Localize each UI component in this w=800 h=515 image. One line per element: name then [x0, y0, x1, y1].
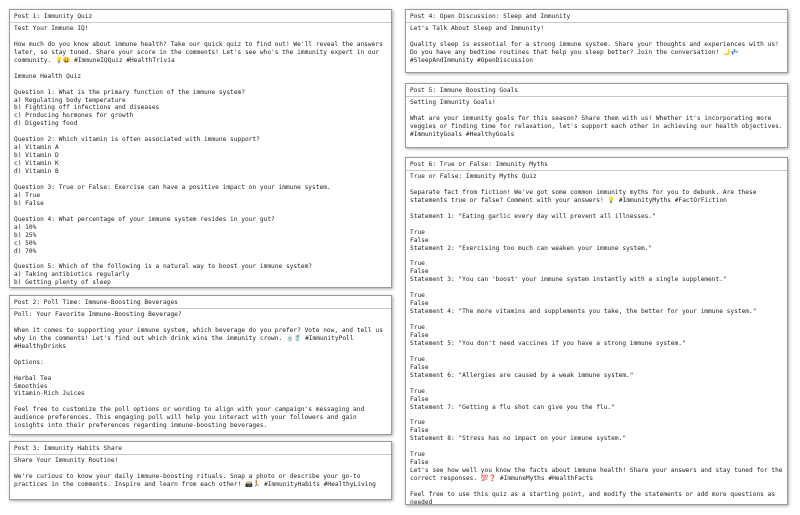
- post-line: True: [410, 324, 425, 332]
- post-line: d) 70%: [14, 247, 37, 255]
- post-line: Herbal Tea: [14, 374, 52, 382]
- post-body: [10, 455, 391, 489]
- post-line: When it comes to supporting your immune system, which beverage do you prefer? Vote now, and tell us why in the comments! Let's find out which drink wins the immunity crown. 🍵🥤 #ImmunityPoll #HealthyDrinks: [14, 326, 387, 350]
- post-line: Feel free to use this quiz as a starting point, and modify the statements or add more questions as needed: [410, 490, 779, 505]
- post-panel-5: [405, 83, 788, 148]
- post-line: b) False: [14, 199, 44, 207]
- post-panel-4: [405, 9, 788, 73]
- post-line: True: [410, 292, 425, 300]
- post-line: [14, 128, 387, 136]
- post-line: Statement 4: "The more vitamins and supplements you take, the better for your immune system.": [410, 308, 757, 316]
- post-header: Post 1: Immunity Quiz: [10, 10, 391, 23]
- post-line: Options:: [14, 358, 44, 366]
- post-line: [410, 380, 783, 388]
- post-line: Question 1: What is the primary function of the immune system?: [14, 88, 245, 96]
- post-line: Test Your Immune IQ!: [14, 25, 89, 32]
- post-line: b) Getting plenty of sleep: [14, 279, 111, 287]
- post-line: True: [410, 355, 425, 363]
- post-header: Post 3: Immunity Habits Share: [10, 442, 391, 455]
- post-line: [410, 483, 783, 491]
- post-line: [14, 33, 387, 41]
- post-line: Separate fact from fiction! We've got some common immunity myths for you to debunk. Are these statements true or false? Comment with your answers! 💡 #ImmunityMyths #FactOrFiction: [410, 188, 761, 204]
- post-line: a) 10%: [14, 223, 37, 231]
- post-body: [10, 23, 391, 287]
- post-line: [14, 81, 387, 89]
- post-body: [10, 309, 391, 430]
- post-line: b) Vitamin D: [14, 152, 59, 160]
- post-line: [410, 221, 783, 229]
- post-line: False: [410, 236, 429, 244]
- post-line: c) Vitamin K: [14, 160, 59, 168]
- post-line: False: [410, 427, 429, 435]
- post-line: [410, 411, 783, 419]
- post-body: [406, 23, 787, 65]
- post-line: [14, 65, 387, 73]
- post-line: [14, 398, 387, 406]
- post-line: c) Producing hormones for growth: [14, 112, 134, 120]
- post-line: b) Fighting off infections and diseases: [14, 104, 160, 112]
- post-line: [410, 316, 783, 324]
- post-line: Question 5: Which of the following is a natural way to boost your immune system?: [14, 263, 313, 271]
- post-line: [14, 465, 387, 473]
- post-line: Immune Health Quiz: [14, 72, 82, 80]
- post-line: c) 50%: [14, 239, 37, 247]
- post-line: a) Regulating body temperature: [14, 96, 126, 104]
- post-header: Post 4: Open Discussion: Sleep and Immunity: [406, 10, 787, 23]
- post-line: What are your immunity goals for this season? Share them with us! Whether it's incorporating more veggies or finding time for relaxation, let's support each other in achieving our health objectives. #ImmunityGoals #HealthyGoals: [410, 114, 787, 138]
- post-panel-1: [9, 9, 392, 288]
- post-line: [410, 348, 783, 356]
- post-line: Vitamin-Rich Juices: [14, 390, 85, 398]
- post-line: Question 2: Which vitamin is often associated with immune support?: [14, 136, 260, 144]
- post-line: Quality sleep is essential for a strong immune system. Share your thoughts and experiences with us! Do you have any bedtime routines that help you sleep better? Join the conversation! 🌙💤 #SleepAndImmunity #OpenDiscussion: [410, 40, 783, 64]
- post-line: [14, 367, 387, 375]
- post-line: Statement 7: "Getting a flu shot can give you the flu.": [410, 403, 615, 411]
- post-line: [410, 443, 783, 451]
- post-line: Statement 5: "You don't need vaccines if you have a strong immune system.": [410, 339, 686, 347]
- post-line: False: [410, 395, 429, 403]
- post-line: b) 25%: [14, 231, 37, 239]
- post-line: True or False: Immunity Myths Quiz: [410, 173, 537, 180]
- post-line: How much do you know about immune health? Take our quick quiz to find out! We'll reveal the answers later, so stay tuned. Share your score in the comments! Let's see who's the immunity expert in our community. 💡😀 #ImmuneIQQuiz #HealthTrivia: [14, 40, 387, 64]
- post-body: [406, 97, 787, 139]
- post-line: [410, 252, 783, 260]
- post-line: [410, 107, 783, 115]
- post-line: False: [410, 268, 429, 276]
- post-line: True: [410, 451, 425, 459]
- post-line: True: [410, 419, 425, 427]
- post-line: False: [410, 459, 429, 467]
- post-line: False: [410, 331, 429, 339]
- post-line: [14, 256, 387, 264]
- post-line: True: [410, 387, 425, 395]
- post-panel-3: [9, 441, 392, 500]
- post-line: [410, 284, 783, 292]
- post-line: Feel free to customize the poll options or wording to align with your campaign's messaging and audience preferences. This engaging poll will help you interact with your followers and gain insights into their preferences regarding immune-boosting beverages.: [14, 406, 368, 430]
- post-header: Post 2: Poll Time: Immune-Boosting Beverages: [10, 296, 391, 309]
- post-panel-2: [9, 295, 392, 435]
- post-line: d) Digesting food: [14, 120, 78, 128]
- post-line: [410, 33, 783, 41]
- post-line: Statement 3: "You can 'boost' your immune system instantly with a single supplement.": [410, 276, 727, 284]
- post-panel-6: [405, 157, 788, 505]
- post-line: Share Your Immunity Routine!: [14, 457, 119, 464]
- post-line: False: [410, 363, 429, 371]
- post-line: a) True: [14, 191, 41, 199]
- post-line: Statement 6: "Allergies are caused by a weak immune system.": [410, 371, 634, 379]
- post-line: Smoothies: [14, 382, 48, 390]
- post-line: True: [410, 260, 425, 268]
- post-line: Poll: Your Favorite Immune-Boosting Beverage?: [14, 311, 182, 318]
- post-line: [410, 205, 783, 213]
- post-line: [14, 319, 387, 327]
- post-line: Let's see how well you know the facts about immune health! Share your answers and stay tuned for the correct responses. 💯❓ #ImmuneMyths #HealthFacts: [410, 467, 787, 483]
- post-line: d) Vitamin B: [14, 168, 59, 176]
- post-line: Let's Talk About Sleep and Immunity!: [410, 25, 545, 32]
- post-line: Setting Immunity Goals!: [410, 99, 496, 106]
- post-line: True: [410, 228, 425, 236]
- post-line: a) Vitamin A: [14, 144, 59, 152]
- post-header: Post 5: Immune Boosting Goals: [406, 84, 787, 97]
- post-line: Question 4: What percentage of your immune system resides in your gut?: [14, 215, 275, 223]
- post-line: Statement 8: "Stress has no impact on your immune system.": [410, 435, 627, 443]
- post-line: a) Taking antibiotics regularly: [14, 271, 130, 279]
- post-header: Post 6: True or False: Immunity Myths: [406, 158, 787, 171]
- post-line: False: [410, 300, 429, 308]
- post-line: [410, 181, 783, 189]
- post-line: [14, 208, 387, 216]
- post-line: Question 3: True or False: Exercise can have a positive impact on your immune system.: [14, 183, 331, 191]
- post-line: Statement 2: "Exercising too much can weaken your immune system.": [410, 244, 653, 252]
- post-line: Statement 1: "Eating garlic every day will prevent all illnesses.": [410, 212, 656, 220]
- post-line: [14, 351, 387, 359]
- post-line: We're curious to know your daily immune-boosting rituals. Snap a photo or describe your go-to practices in the comments. Inspire and learn from each other! 📸🏃 #ImmunityHabits #HealthyLiving: [14, 472, 376, 488]
- post-line: [14, 176, 387, 184]
- post-body: [406, 171, 787, 505]
